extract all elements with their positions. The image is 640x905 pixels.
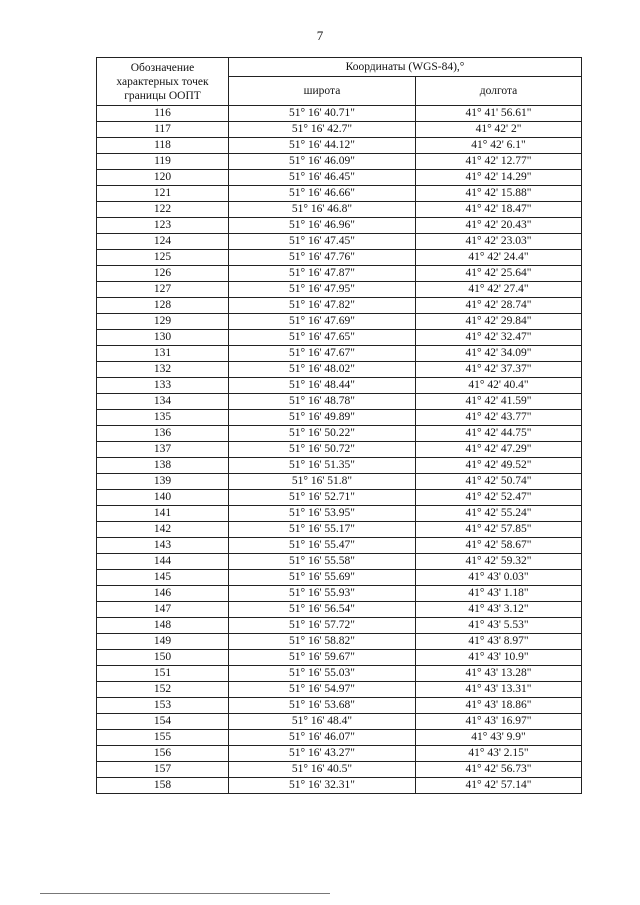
longitude-cell: 41° 42' 44.75" [416,426,582,442]
point-number-cell: 140 [97,490,229,506]
longitude-cell: 41° 42' 55.24" [416,506,582,522]
point-number-cell: 120 [97,170,229,186]
point-number-cell: 152 [97,682,229,698]
point-number-cell: 121 [97,186,229,202]
point-number-cell: 131 [97,346,229,362]
longitude-cell: 41° 42' 27.4" [416,282,582,298]
point-number-cell: 154 [97,714,229,730]
point-number-cell: 132 [97,362,229,378]
point-number-cell: 123 [97,218,229,234]
table-row [97,250,582,266]
longitude-cell: 41° 43' 8.97" [416,634,582,650]
longitude-cell: 41° 42' 14.29" [416,170,582,186]
latitude-cell: 51° 16' 48.02" [229,362,416,378]
latitude-cell: 51° 16' 48.78" [229,394,416,410]
point-number-cell: 151 [97,666,229,682]
latitude-cell: 51° 16' 47.76" [229,250,416,266]
latitude-cell: 51° 16' 47.69" [229,314,416,330]
longitude-cell: 41° 42' 47.29" [416,442,582,458]
point-number-cell: 128 [97,298,229,314]
longitude-cell: 41° 42' 12.77" [416,154,582,170]
longitude-cell: 41° 43' 13.31" [416,682,582,698]
table-row [97,618,582,634]
latitude-cell: 51° 16' 48.44" [229,378,416,394]
table-row [97,442,582,458]
longitude-cell: 41° 42' 57.85" [416,522,582,538]
point-number-cell: 117 [97,122,229,138]
longitude-cell: 41° 43' 9.9" [416,730,582,746]
table-row [97,522,582,538]
point-number-cell: 127 [97,282,229,298]
longitude-cell: 41° 43' 5.53" [416,618,582,634]
longitude-cell: 41° 42' 6.1" [416,138,582,154]
table-row [97,682,582,698]
table-row [97,122,582,138]
latitude-cell: 51° 16' 51.35" [229,458,416,474]
longitude-cell: 41° 42' 50.74" [416,474,582,490]
point-number-cell: 116 [97,106,229,122]
point-number-cell: 138 [97,458,229,474]
point-number-cell: 142 [97,522,229,538]
latitude-cell: 51° 16' 42.7" [229,122,416,138]
point-number-cell: 125 [97,250,229,266]
longitude-cell: 41° 42' 52.47" [416,490,582,506]
table-row [97,410,582,426]
longitude-cell: 41° 42' 18.47" [416,202,582,218]
point-number-cell: 149 [97,634,229,650]
table-row [97,778,582,794]
longitude-cell: 41° 42' 2" [416,122,582,138]
latitude-cell: 51° 16' 59.67" [229,650,416,666]
latitude-cell: 51° 16' 47.87" [229,266,416,282]
point-number-cell: 126 [97,266,229,282]
table-row [97,746,582,762]
latitude-cell: 51° 16' 53.68" [229,698,416,714]
longitude-cell: 41° 42' 40.4" [416,378,582,394]
table-row [97,170,582,186]
table-row [97,602,582,618]
point-number-cell: 144 [97,554,229,570]
longitude-cell: 41° 42' 15.88" [416,186,582,202]
table-row [97,650,582,666]
point-number-cell: 122 [97,202,229,218]
latitude-cell: 51° 16' 32.31" [229,778,416,794]
table-row [97,506,582,522]
table-row [97,202,582,218]
latitude-cell: 51° 16' 46.66" [229,186,416,202]
point-number-cell: 118 [97,138,229,154]
latitude-cell: 51° 16' 51.8" [229,474,416,490]
table-row [97,314,582,330]
table-row [97,474,582,490]
table-row [97,362,582,378]
longitude-cell: 41° 43' 18.86" [416,698,582,714]
table-row [97,698,582,714]
table-row [97,714,582,730]
latitude-cell: 51° 16' 50.72" [229,442,416,458]
point-number-cell: 133 [97,378,229,394]
latitude-cell: 51° 16' 57.72" [229,618,416,634]
point-number-cell: 147 [97,602,229,618]
latitude-cell: 51° 16' 47.65" [229,330,416,346]
coordinates-table [96,57,582,794]
table-row [97,106,582,122]
point-number-cell: 130 [97,330,229,346]
longitude-cell: 41° 42' 56.73" [416,762,582,778]
longitude-cell: 41° 42' 32.47" [416,330,582,346]
longitude-cell: 41° 43' 1.18" [416,586,582,602]
latitude-cell: 51° 16' 58.82" [229,634,416,650]
longitude-cell: 41° 42' 41.59" [416,394,582,410]
point-number-cell: 134 [97,394,229,410]
latitude-cell: 51° 16' 46.09" [229,154,416,170]
table-row [97,490,582,506]
point-number-cell: 119 [97,154,229,170]
table-row [97,730,582,746]
designation-header [97,58,229,106]
table-body [97,106,582,794]
point-number-cell: 143 [97,538,229,554]
longitude-cell: 41° 42' 20.43" [416,218,582,234]
point-number-cell: 129 [97,314,229,330]
latitude-cell: 51° 16' 54.97" [229,682,416,698]
latitude-cell: 51° 16' 55.47" [229,538,416,554]
latitude-cell: 51° 16' 46.45" [229,170,416,186]
latitude-cell: 51° 16' 55.03" [229,666,416,682]
point-number-cell: 135 [97,410,229,426]
latitude-cell: 51° 16' 46.8" [229,202,416,218]
table-row [97,762,582,778]
table-row [97,634,582,650]
point-number-cell: 155 [97,730,229,746]
longitude-cell: 41° 42' 58.67" [416,538,582,554]
table-header-row [97,58,582,77]
table-row [97,426,582,442]
latitude-cell: 51° 16' 52.71" [229,490,416,506]
point-number-cell: 153 [97,698,229,714]
point-number-cell: 146 [97,586,229,602]
table-row [97,298,582,314]
table-row [97,186,582,202]
longitude-cell: 41° 43' 0.03" [416,570,582,586]
latitude-cell: 51° 16' 55.69" [229,570,416,586]
table-row [97,458,582,474]
longitude-cell: 41° 42' 24.4" [416,250,582,266]
point-number-cell: 137 [97,442,229,458]
latitude-cell: 51° 16' 55.17" [229,522,416,538]
footer-divider [40,893,330,894]
point-number-cell: 148 [97,618,229,634]
longitude-cell: 41° 42' 23.03" [416,234,582,250]
designation-header-line: границы ООПТ [124,89,201,102]
table-row [97,586,582,602]
point-number-cell: 157 [97,762,229,778]
point-number-cell: 136 [97,426,229,442]
table-row [97,666,582,682]
point-number-cell: 156 [97,746,229,762]
latitude-cell: 51° 16' 43.27" [229,746,416,762]
table-row [97,570,582,586]
latitude-cell: 51° 16' 46.96" [229,218,416,234]
longitude-cell: 41° 42' 34.09" [416,346,582,362]
latitude-cell: 51° 16' 47.82" [229,298,416,314]
latitude-cell: 51° 16' 44.12" [229,138,416,154]
latitude-cell: 51° 16' 55.93" [229,586,416,602]
longitude-cell: 41° 42' 57.14" [416,778,582,794]
latitude-cell: 51° 16' 56.54" [229,602,416,618]
latitude-cell: 51° 16' 53.95" [229,506,416,522]
longitude-cell: 41° 43' 10.9" [416,650,582,666]
point-number-cell: 158 [97,778,229,794]
table-row [97,218,582,234]
latitude-cell: 51° 16' 48.4" [229,714,416,730]
longitude-cell: 41° 42' 28.74" [416,298,582,314]
latitude-cell: 51° 16' 50.22" [229,426,416,442]
designation-header-line: Обозначение [130,61,195,74]
longitude-cell: 41° 42' 25.64" [416,266,582,282]
table-row [97,554,582,570]
longitude-cell: 41° 41' 56.61" [416,106,582,122]
longitude-cell: 41° 43' 3.12" [416,602,582,618]
point-number-cell: 139 [97,474,229,490]
designation-header-line: характерных точек [116,75,209,88]
point-number-cell: 141 [97,506,229,522]
table-row [97,538,582,554]
point-number-cell: 150 [97,650,229,666]
longitude-cell: 41° 42' 59.32" [416,554,582,570]
table-row [97,330,582,346]
longitude-cell: 41° 42' 37.37" [416,362,582,378]
longitude-cell: 41° 42' 29.84" [416,314,582,330]
longitude-header: долгота [416,77,582,106]
latitude-cell: 51° 16' 47.67" [229,346,416,362]
longitude-cell: 41° 42' 43.77" [416,410,582,426]
longitude-cell: 41° 43' 2.15" [416,746,582,762]
longitude-cell: 41° 43' 13.28" [416,666,582,682]
coordinates-header: Координаты (WGS-84),° [229,58,582,77]
table-row [97,378,582,394]
longitude-cell: 41° 42' 49.52" [416,458,582,474]
point-number-cell: 145 [97,570,229,586]
table-row [97,138,582,154]
page-number: 7 [316,28,324,43]
table-row [97,394,582,410]
latitude-cell: 51° 16' 40.71" [229,106,416,122]
latitude-cell: 51° 16' 40.5" [229,762,416,778]
latitude-cell: 51° 16' 55.58" [229,554,416,570]
table-row [97,346,582,362]
latitude-cell: 51° 16' 46.07" [229,730,416,746]
table-row [97,234,582,250]
latitude-cell: 51° 16' 49.89" [229,410,416,426]
longitude-cell: 41° 43' 16.97" [416,714,582,730]
latitude-cell: 51° 16' 47.45" [229,234,416,250]
table-row [97,154,582,170]
latitude-header: широта [229,77,416,106]
point-number-cell: 124 [97,234,229,250]
table-row [97,266,582,282]
table-row [97,282,582,298]
latitude-cell: 51° 16' 47.95" [229,282,416,298]
